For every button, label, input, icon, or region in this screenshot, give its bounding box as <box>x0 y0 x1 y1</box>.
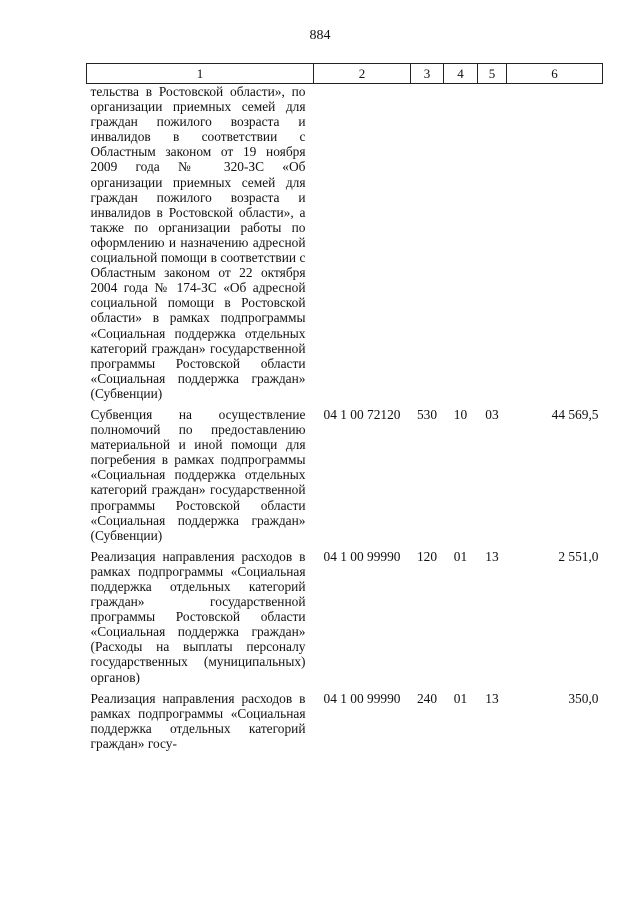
row-target-code: 04 1 00 99990 <box>323 690 401 706</box>
row-expense-type: 240 <box>416 690 438 706</box>
row-target-code: 04 1 00 72120 <box>323 406 401 422</box>
header-col-3: 3 <box>411 64 444 84</box>
row-subsection: 03 <box>485 406 499 422</box>
row-description: Субвенция на осуществление полномочий по предоставлению материальной и иной помощи для погребения в рамках подпрограммы «Социальная поддержка отдельных категорий граждан» государственной программы Ростовской области «Социальная поддержка граждан» (Субвенции) <box>90 406 306 543</box>
row-amount: 44 569,5 <box>551 406 599 422</box>
row-description: Реализация направления расходов в рамках подпрограммы «Социальная поддержка отдельных категорий граждан» госу- <box>90 690 306 751</box>
row-expense-type <box>411 84 444 401</box>
row-description: тельства в Ростовской области», по организации приемных семей для граждан пожилого возраста и инвалидов в соответствии с Областным законом от 19 ноября 2009 года № 320-ЗС «Об организации приемных семей для граждан пожилого возраста и инвалидов в Ростовской области», а также по организации работы по оформлению и назначению адресной социальной помощи в соответствии с Областным законом от 22 октября 2004 года № 174-ЗС «Об адресной социальной помощи в Ростовской области» в рамках подпрограммы «Социальная поддержка отдельных категорий граждан» государственной программы Ростовской области «Социальная поддержка граждан» (Субвенции) <box>90 84 306 401</box>
table-row <box>87 685 603 751</box>
row-expense-type: 530 <box>416 406 438 422</box>
row-expense-type: 120 <box>416 548 438 564</box>
header-col-5: 5 <box>478 64 507 84</box>
table-row <box>87 84 603 401</box>
row-section: 01 <box>453 548 468 564</box>
row-description: Реализация направления расходов в рамках подпрограммы «Социальная поддержка отдельных категорий граждан» государственной программы Ростовской области «Социальная поддержка граждан» (Расходы на выплаты персоналу государственных (муниципальных) органов) <box>90 548 306 685</box>
header-col-2: 2 <box>314 64 411 84</box>
header-col-4: 4 <box>444 64 478 84</box>
table-row <box>87 401 603 543</box>
row-section <box>444 84 478 401</box>
header-col-1: 1 <box>87 64 314 84</box>
row-amount <box>507 84 603 401</box>
row-target-code <box>314 84 411 401</box>
header-col-6: 6 <box>507 64 603 84</box>
header-row <box>87 64 603 84</box>
page-number: 884 <box>309 28 331 43</box>
row-section: 01 <box>453 690 468 706</box>
budget-table <box>86 63 603 751</box>
row-amount: 2 551,0 <box>558 548 599 564</box>
row-subsection: 13 <box>485 548 499 564</box>
row-section: 10 <box>453 406 468 422</box>
row-subsection <box>478 84 507 401</box>
row-target-code: 04 1 00 99990 <box>323 548 401 564</box>
row-subsection: 13 <box>485 690 499 706</box>
table-row <box>87 543 603 685</box>
row-amount: 350,0 <box>568 690 599 706</box>
